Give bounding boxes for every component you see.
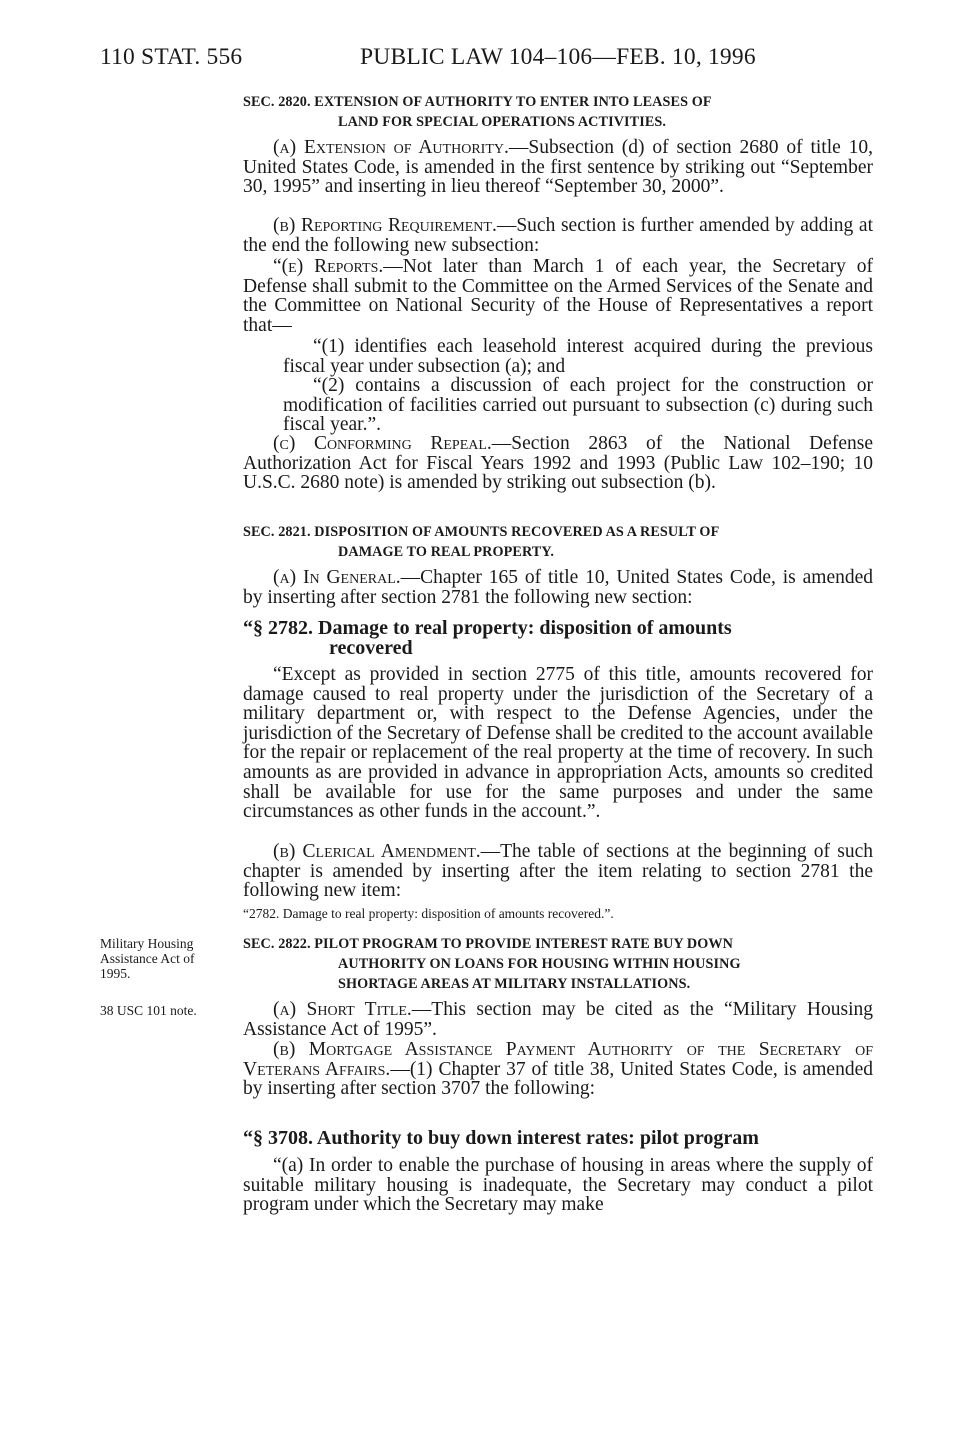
subsection-text: —The table of sections at the beginning of such chapter is amended by inserting after the item relating to section 2781 the following new item:	[243, 841, 874, 902]
heading-line: “§ 2782. Damage to real property: disposition of amounts	[243, 617, 732, 639]
margin-note-usc: 38 USC 101 note.	[100, 1003, 197, 1018]
section-2820-a	[243, 138, 873, 197]
paragraph-2: “(2) contains a discussion of each project for the construction or modification of facilities carried out pursuant to subsection (c) during such fiscal year.”.	[283, 375, 873, 436]
public-law-reference: PUBLIC LAW 104–106—FEB. 10, 1996	[360, 44, 756, 70]
margin-note-short-title	[100, 936, 230, 981]
subsection-text: —Not later than March 1 of each year, the Secretary of Defense shall submit to the Committee on the Armed Services of the Senate and the Committee on National Security of the House of Representatives a report that—	[243, 256, 873, 336]
section-2821-a	[243, 568, 873, 607]
subsection-text: —(1) Chapter 37 of title 38, United States Code, is amended by inserting after section 3707 the following:	[243, 1058, 873, 1100]
subsection-text: —Chapter 165 of title 10, United States Code, is amended by inserting after section 2781 the following new section:	[243, 567, 873, 608]
heading-line: SHORTAGE AREAS AT MILITARY INSTALLATIONS.	[338, 976, 691, 992]
subsection-label: (a) Extension of Authority.	[273, 137, 509, 158]
heading-line: recovered	[329, 637, 413, 659]
section-2822-b	[243, 1040, 873, 1099]
subsection-label: (c) Conforming Repeal.	[273, 433, 492, 454]
subsection-text: —Subsection (d) of section 2680 of title 10, United States Code, is amended in the first sentence by striking out “September 30, 1995” and inserting in lieu thereof “September 30, 2000”.	[243, 137, 873, 198]
section-3708-a: “(a) In order to enable the purchase of housing in areas where the supply of suitable military housing is inadequate, the Secretary may conduct a pilot program under which the Secretary may make	[243, 1155, 873, 1216]
section-2820-b	[243, 216, 873, 255]
section-2821-b	[243, 842, 873, 901]
subsection-label: (a) Short Title.	[273, 999, 412, 1020]
section-2820-heading	[243, 92, 873, 132]
stat-page-reference: 110 STAT. 556	[100, 44, 243, 70]
paragraph-1: “(1) identifies each leasehold interest acquired during the previous fiscal year under subsection (a); and	[283, 336, 873, 377]
heading-line: LAND FOR SPECIAL OPERATIONS ACTIVITIES.	[338, 114, 667, 130]
section-2822-a	[243, 1000, 873, 1039]
subsection-text: —Section 2863 of the National Defense Authorization Act for Fiscal Years 1992 and 1993 (Public Law 102–190; 10 U.S.C. 2680 note) is amended by striking out subsection (b).	[243, 433, 873, 494]
new-section-2782-heading	[243, 618, 873, 658]
heading-line: SEC. 2822. PILOT PROGRAM TO PROVIDE INTEREST RATE BUY DOWN	[243, 936, 733, 952]
margin-note-line: Assistance Act of	[100, 951, 195, 966]
heading-line: SEC. 2821. DISPOSITION OF AMOUNTS RECOVERED AS A RESULT OF	[243, 524, 720, 540]
heading-line: AUTHORITY ON LOANS FOR HOUSING WITHIN HOUSING	[338, 956, 741, 972]
heading-line: SEC. 2820. EXTENSION OF AUTHORITY TO ENTER INTO LEASES OF	[243, 94, 712, 110]
subsection-label: (b) Clerical Amendment.	[273, 841, 481, 862]
section-2820-c	[243, 434, 873, 493]
subsection-label: (b) Mortgage Assistance Payment Authority of the Secretary of Veterans Affairs.	[243, 1039, 873, 1080]
section-2821-heading	[243, 522, 873, 562]
subsection-label: “(e) Reports.	[273, 256, 384, 277]
subsection-label: (a) In General.	[273, 567, 401, 588]
table-of-sections-item: “2782. Damage to real property: disposition of amounts recovered.”.	[243, 906, 614, 921]
margin-note-line: 1995.	[100, 966, 131, 981]
new-section-3708-heading: “§ 3708. Authority to buy down interest rates: pilot program	[243, 1127, 759, 1149]
subsection-e-reports	[243, 257, 873, 335]
subsection-text: —This section may be cited as the “Military Housing Assistance Act of 1995”.	[243, 999, 873, 1040]
subsection-label: (b) Reporting Requirement.	[273, 215, 497, 236]
heading-line: DAMAGE TO REAL PROPERTY.	[338, 544, 555, 560]
margin-note-line: Military Housing	[100, 936, 194, 951]
subsection-text: —Such section is further amended by adding at the end the following new subsection:	[243, 215, 873, 256]
section-2822-heading	[243, 934, 873, 994]
section-2782-body: “Except as provided in section 2775 of this title, amounts recovered for damage caused to real property under the jurisdiction of the Secretary of a military department or, with respect to the Defense Agencies, under the jurisdiction of the Secretary of Defense shall be credited to the account available for the repair or replacement of the real property at the time of recovery. In such amounts as are provided in advance in appropriation Acts, amounts so credited shall be available for use for the same purposes and under the same circumstances as other funds in the account.”.	[243, 664, 873, 823]
